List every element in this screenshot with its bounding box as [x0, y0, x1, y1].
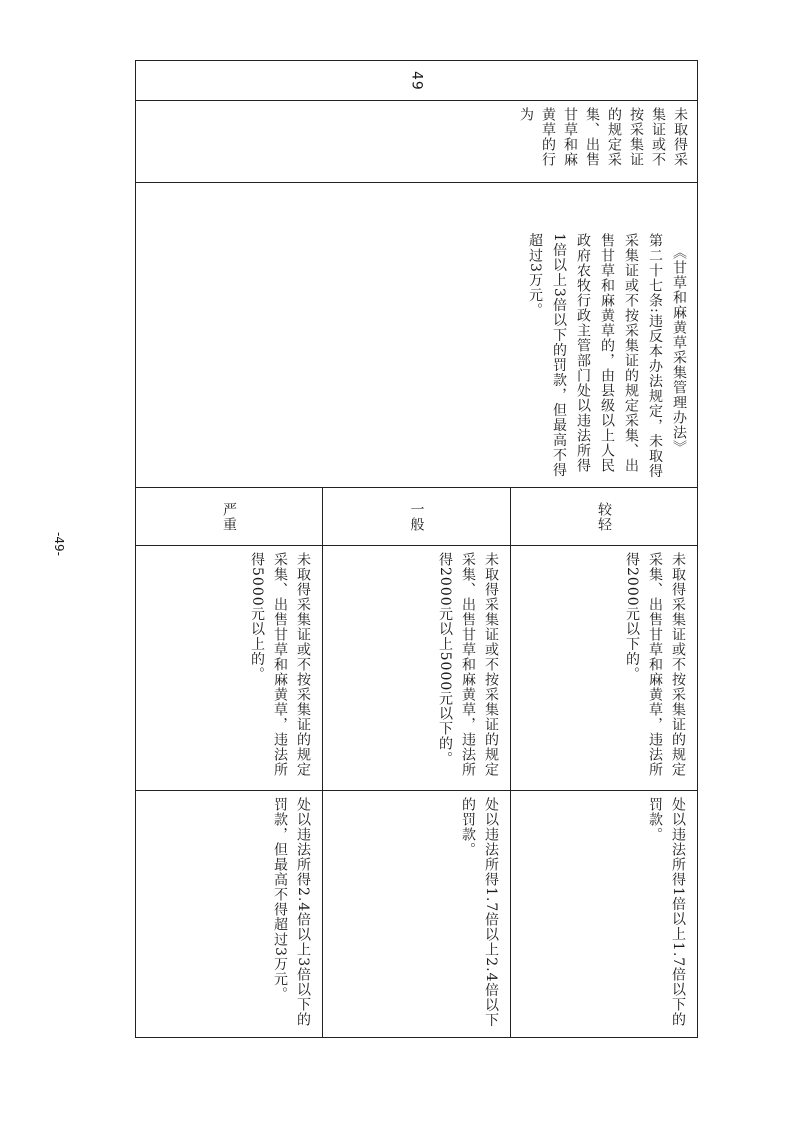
legal-basis-cell	[136, 183, 698, 488]
circumstance-cell-severe	[136, 546, 323, 791]
circumstance-severe: 未取得采集证或不按采集证的规定采集、出售甘草和麻黄草，违法所得5000元以上的。	[249, 552, 311, 777]
circumstance-minor: 未取得采集证或不按采集证的规定采集、出售甘草和麻黄草，违法所得2000元以下的。	[624, 552, 687, 777]
penalty-severe: 处以违法所得2.4倍以上3倍以下的罚款，但最高不得超过3万元。	[272, 797, 311, 1028]
penalty-cell-general	[323, 791, 511, 1038]
grade-label-severe: 严重	[221, 501, 237, 532]
legal-basis	[144, 233, 691, 481]
penalty-cell-severe	[136, 791, 323, 1038]
penalty-minor: 处以违法所得1倍以上1.7倍以下的罚款。	[647, 797, 687, 1028]
grade-label-general: 一般	[408, 501, 425, 532]
illegal-behavior-text: 未取得采集证或不按采集证的规定采集、出售甘草和麻黄草的行为	[518, 107, 689, 167]
penalty-discretion-table	[135, 60, 697, 1038]
row-number-cell	[136, 61, 698, 101]
grade-label-minor: 较轻	[596, 501, 612, 532]
circumstance-cell-general	[323, 546, 511, 791]
circumstance-general: 未取得采集证或不按采集证的规定采集、出售甘草和麻黄草，违法所得2000元以上5000元以下的。	[437, 552, 499, 777]
grade-cell-severe	[136, 488, 323, 546]
page-number: -49-	[52, 532, 66, 556]
circumstance-cell-minor	[511, 546, 698, 791]
grade-cell-minor	[511, 488, 698, 546]
penalty-general: 处以违法所得1.7倍以上2.4倍以下的罚款。	[460, 797, 499, 1028]
row-number: 49	[408, 70, 425, 91]
penalty-cell-minor	[511, 791, 698, 1038]
illegal-behavior-cell	[136, 101, 698, 183]
law-article: 第二十七条:违反本办法规定，未取得采集证或不按采集证的规定采集、出售甘草和麻黄草的，由县级以上人民政府农牧行政主管部门处以违法所得1倍以上3倍以下的罚款，但最高不得超过3万元。	[527, 233, 664, 479]
law-title: 《甘草和麻黄草采集管理办法》	[671, 245, 688, 455]
grade-cell-general	[323, 488, 511, 546]
